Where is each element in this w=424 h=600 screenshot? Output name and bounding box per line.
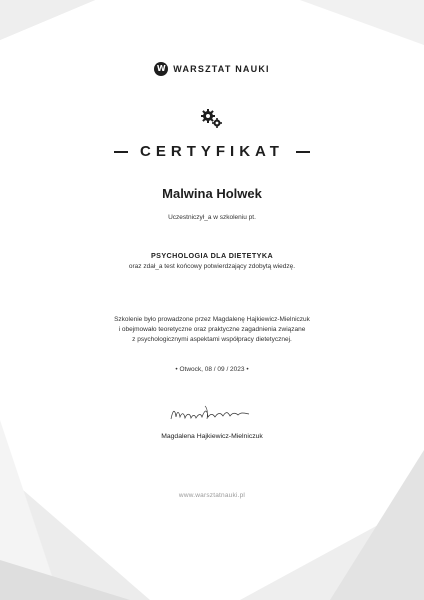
brand-name: WARSZTAT NAUKI (173, 64, 270, 74)
certificate-title: CERTYFIKAT (140, 143, 284, 160)
brand-header (0, 62, 424, 76)
title-dash-left (114, 151, 128, 153)
course-description (0, 315, 424, 345)
certificate-title-row (0, 143, 424, 160)
gears-icon (200, 108, 224, 130)
warsztat-nauki-logo: W (154, 62, 168, 76)
handwritten-signature (165, 403, 255, 423)
description-line: z psychologicznymi aspektami współpracy dietetycznej. (132, 336, 292, 343)
participant-line: Uczestniczył_a w szkoleniu pt. (168, 214, 256, 221)
test-line: oraz zdał_a test końcowy potwierdzający zdobytą wiedzę. (128, 263, 296, 270)
website-link[interactable]: www.warsztatnauki.pl (178, 492, 246, 499)
course-title: PSYCHOLOGIA DLA DIETETYKA (150, 251, 274, 260)
place-and-date: • Otwock, 08 / 09 / 2023 • (175, 366, 249, 373)
signer-name: Magdalena Hajkiewicz-Mielniczuk (161, 433, 263, 440)
description-line: Szkolenie było prowadzone przez Magdalenę Hajkiewicz-Mielniczuk (114, 316, 310, 323)
title-dash-right (296, 151, 310, 153)
description-line: i obejmowało teoretyczne oraz praktyczne zagadnienia związane (118, 326, 306, 333)
recipient-name: Malwina Holwek (162, 186, 262, 201)
